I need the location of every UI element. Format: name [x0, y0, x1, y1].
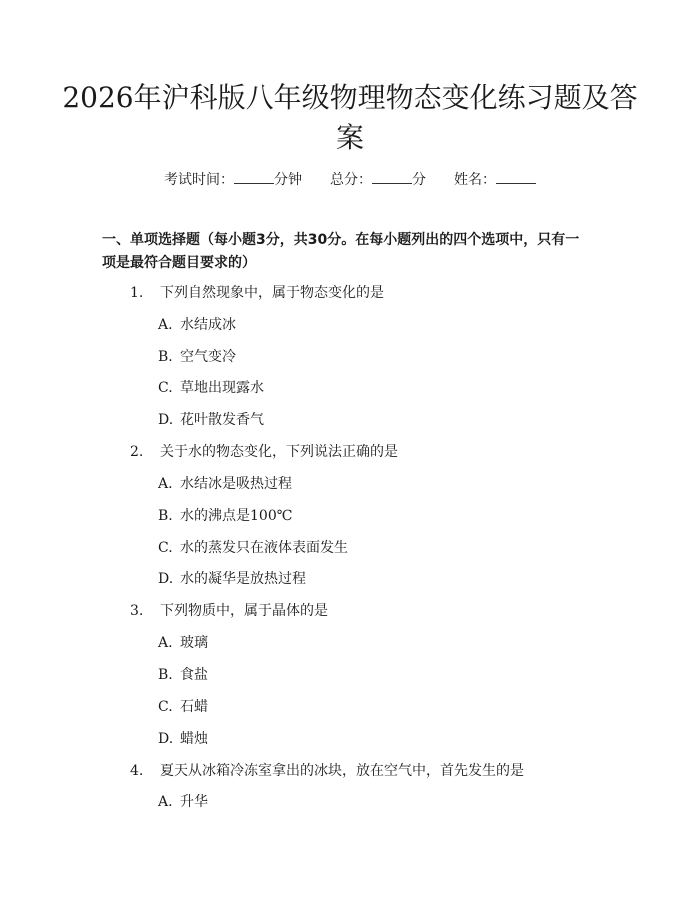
option-text: 食盐	[180, 667, 208, 683]
option-2b	[158, 506, 292, 526]
option-letter: B.	[158, 667, 173, 683]
option-1a	[158, 315, 236, 335]
question-text: 下列自然现象中，属于物态变化的是	[160, 285, 384, 301]
option-1c	[158, 378, 264, 398]
option-letter: D.	[158, 412, 174, 428]
option-3c	[158, 697, 208, 717]
name-blank	[496, 169, 536, 184]
option-letter: A.	[158, 794, 173, 810]
option-letter: C.	[158, 540, 173, 556]
score-unit: 分	[412, 172, 426, 188]
option-text: 水的蒸发只在液体表面发生	[180, 540, 348, 556]
option-1d	[158, 410, 264, 430]
option-letter: D.	[158, 731, 174, 747]
question-1	[130, 283, 384, 303]
option-text: 升华	[180, 794, 208, 810]
option-text: 玻璃	[180, 635, 208, 651]
question-number: 3.	[130, 603, 144, 619]
question-text: 下列物质中，属于晶体的是	[160, 603, 328, 619]
option-letter: A.	[158, 317, 173, 333]
time-blank	[234, 169, 274, 184]
option-text: 石蜡	[180, 699, 208, 715]
option-letter: B.	[158, 508, 173, 524]
option-2c	[158, 538, 348, 558]
option-letter: D.	[158, 571, 174, 587]
question-text: 夏天从冰箱冷冻室拿出的冰块，放在空气中，首先发生的是	[160, 763, 524, 779]
name-label: 姓名：	[454, 172, 496, 188]
option-letter: A.	[158, 635, 173, 651]
option-1b	[158, 347, 236, 367]
option-4a	[158, 792, 208, 812]
option-letter: B.	[158, 349, 173, 365]
option-letter: C.	[158, 380, 173, 396]
option-text: 草地出现露水	[180, 380, 264, 396]
option-letter: C.	[158, 699, 173, 715]
option-2d	[158, 569, 306, 589]
option-text: 水结冰是吸热过程	[180, 476, 292, 492]
section-heading: 一、单项选择题（每小题3分，共30分。在每小题列出的四个选项中，只有一项是最符合题目要求的）	[102, 232, 580, 271]
question-4	[130, 761, 524, 781]
question-number: 1.	[130, 285, 144, 301]
question-text: 关于水的物态变化，下列说法正确的是	[160, 444, 398, 460]
option-3b	[158, 665, 208, 685]
score-label: 总分：	[330, 172, 372, 188]
option-3a	[158, 633, 208, 653]
question-2	[130, 442, 398, 462]
option-text: 空气变冷	[180, 349, 236, 365]
document-title: 2026年沪科版八年级物理物态变化练习题及答案	[62, 81, 638, 154]
option-text: 水的沸点是100℃	[180, 508, 293, 524]
option-3d	[158, 729, 208, 749]
time-unit: 分钟	[274, 172, 302, 188]
option-text: 花叶散发香气	[180, 412, 264, 428]
option-letter: A.	[158, 476, 173, 492]
exam-meta	[0, 169, 700, 190]
question-number: 4.	[130, 763, 144, 779]
question-3	[130, 601, 328, 621]
score-blank	[372, 169, 412, 184]
option-text: 水结成冰	[180, 317, 236, 333]
option-text: 蜡烛	[180, 731, 208, 747]
option-text: 水的凝华是放热过程	[180, 571, 306, 587]
time-label: 考试时间：	[164, 172, 234, 188]
question-number: 2.	[130, 444, 144, 460]
option-2a	[158, 474, 292, 494]
